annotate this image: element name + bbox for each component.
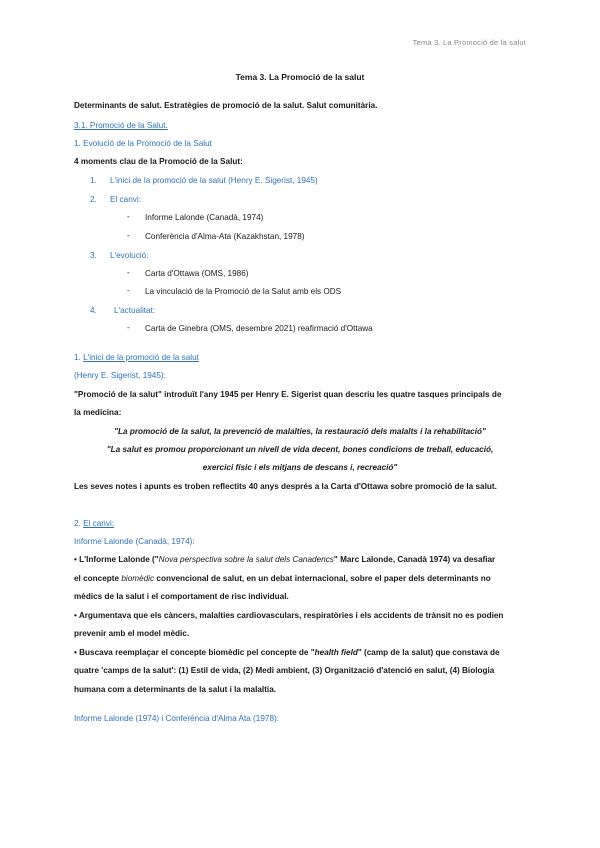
dash-bullet: - — [127, 231, 130, 240]
part1-heading-link[interactable]: L'inici de la promoció de la salut — [83, 353, 199, 362]
page-title: Tema 3. La Promoció de la salut — [235, 72, 365, 82]
sub-list-item: La vinculació de la Promoció de la Salut amb els ODS — [145, 287, 342, 296]
sub-list-item: Conferència d'Alma-Ata (Kazakhstan, 1978) — [145, 232, 305, 241]
part2-subheading: Informe Lalonde (Canadà, 1974): — [74, 537, 195, 546]
list-item: L'evolució: — [110, 251, 149, 260]
sub-list-item: Carta de Ginebra (OMS, desembre 2021) reafirmació d'Ottawa — [145, 324, 373, 333]
text-run: • L'Informe Lalonde (" — [74, 555, 159, 564]
bullet-line — [74, 554, 495, 565]
text-run: convencional de salut, en un debat internacional, sobre el paper dels determinants no — [154, 574, 491, 583]
paragraph-line: la medicina: — [74, 408, 122, 417]
list-number: 3. — [90, 251, 97, 260]
quote-line: "La promoció de la salut, la prevenció de malalties, la restauració dels malalts i la rehabilitació" — [114, 427, 486, 436]
section-heading-evolution: 1. Evolució de la Promoció de la Salut — [74, 139, 212, 148]
dash-bullet: - — [127, 286, 130, 295]
part2-number: 2. — [74, 519, 84, 528]
subtitle: Determinants de salut. Estratègies de promoció de la salut. Salut comunitària. — [74, 101, 378, 110]
dash-bullet: - — [127, 212, 130, 221]
paragraph-line: "Promoció de la salut" introduït l'any 1945 per Henry E. Sigerist quan descriu les quatre tasques principals de — [74, 390, 502, 399]
dash-bullet: - — [127, 268, 130, 277]
bullet-line — [74, 647, 500, 658]
closing-heading: Informe Lalonde (1974) i Conferència d'Alma Ata (1978): — [74, 714, 280, 723]
part2-heading — [74, 518, 114, 529]
text-run: " Marc Lalonde, Canadà 1974) va desafiar — [333, 555, 496, 564]
moments-intro: 4 moments clau de la Promoció de la Salut: — [74, 157, 243, 166]
part1-subheading: (Henry E. Sigerist, 1945): — [74, 371, 166, 380]
list-item: L'actualitat: — [114, 306, 156, 315]
dash-bullet: - — [127, 323, 130, 332]
bullet-line — [74, 573, 491, 584]
part1-number: 1. — [74, 353, 84, 362]
list-item: L'inici de la promoció de la salut (Henry E. Sigerist, 1945) — [110, 176, 318, 185]
running-header: Tema 3. La Promoció de la salut — [412, 38, 526, 47]
list-number: 2. — [90, 195, 97, 204]
text-run-italic: Nova perspectiva sobre la salut dels Canadencs — [158, 555, 334, 564]
text-run: " (camp de la salut) que constava de — [357, 648, 500, 657]
list-number: 4. — [90, 306, 97, 315]
bullet-line: • Argumentava que els càncers, malalties cardiovasculars, respiratòries i els accidents de trànsit no es podien — [74, 611, 504, 620]
sub-list-item: Informe Lalonde (Canadà, 1974) — [145, 213, 264, 222]
text-run: el concepte — [74, 574, 122, 583]
bullet-line: mèdics de la salut i el comportament de risc individual. — [74, 592, 289, 601]
text-run: • Buscava reemplaçar el concepte biomèdic pel concepte de " — [74, 648, 315, 657]
text-run-italic: health field — [314, 648, 358, 657]
quote-line: "La salut es promou proporcionant un nivell de vida decent, bones condicions de treball, educació, — [106, 445, 494, 454]
text-run-italic: biomèdic — [121, 574, 155, 583]
list-item: El canvi: — [110, 195, 141, 204]
part1-heading — [74, 352, 199, 363]
bullet-line: quatre 'camps de la salut': (1) Estil de vida, (2) Medi ambient, (3) Organització d'atenció en salut, (4) Biologia — [74, 666, 495, 675]
bullet-line: prevenir amb el model mèdic. — [74, 629, 190, 638]
list-number: 1. — [90, 176, 97, 185]
sub-list-item: Carta d'Ottawa (OMS, 1986) — [145, 269, 249, 278]
paragraph-line: Les seves notes i apunts es troben reflectits 40 anys després a la Carta d'Ottawa sobre promoció de la salut. — [74, 482, 497, 491]
section-link[interactable]: 3.1. Promoció de la Salut. — [74, 121, 168, 130]
quote-line: exercici físic i els mitjans de descans i, recreació" — [202, 463, 398, 472]
bullet-line: humana com a determinants de la salut i la malaltia. — [74, 685, 277, 694]
part2-heading-link[interactable]: El canvi: — [83, 519, 115, 528]
